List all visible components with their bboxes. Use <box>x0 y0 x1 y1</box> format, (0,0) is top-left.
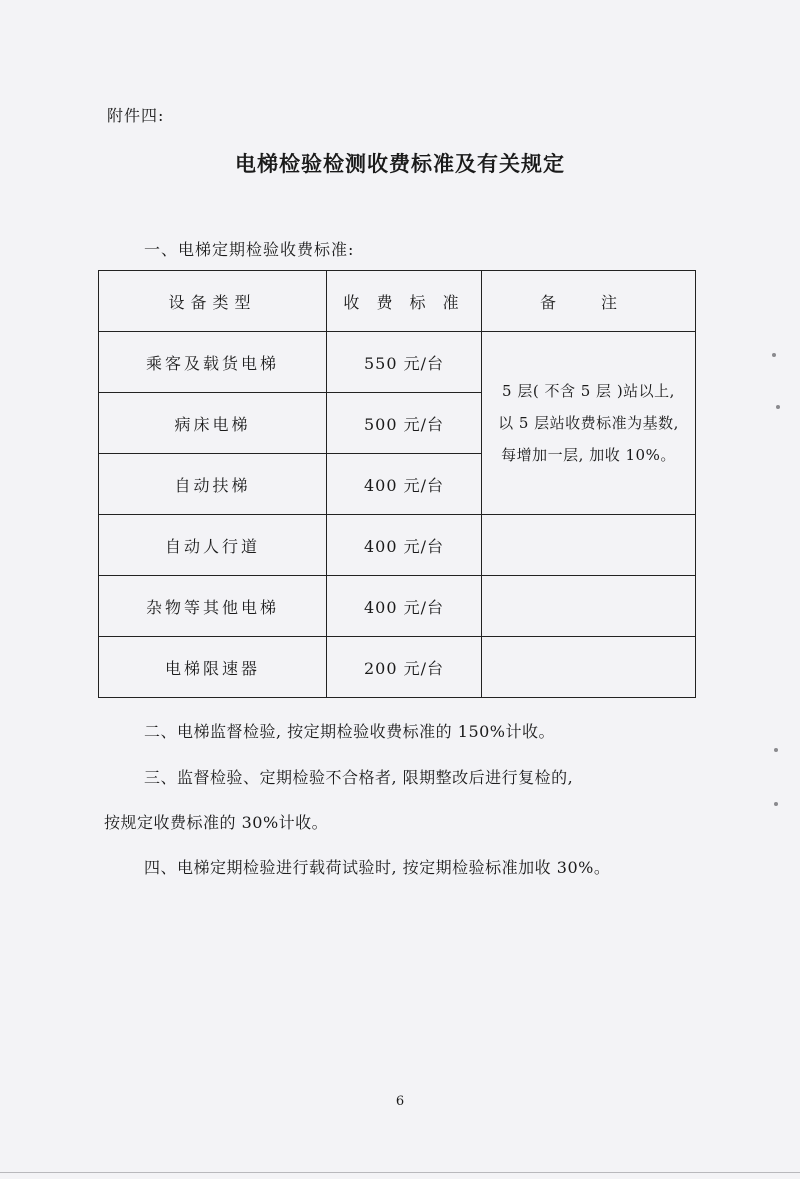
remarks-cell-empty <box>482 637 696 698</box>
equipment-type-cell: 乘客及载货电梯 <box>99 332 327 393</box>
fee-cell: 400 元/台 <box>327 576 482 637</box>
paragraph-reinspection-line2: 按规定收费标准的 30%计收。 <box>104 813 329 832</box>
remarks-cell <box>482 332 696 515</box>
paragraph-text: 二、电梯监督检验, 按定期检验收费标准的 150%计收。 <box>144 722 556 741</box>
paragraph-text: 四、电梯定期检验进行载荷试验时, 按定期检验标准加收 30%。 <box>144 858 611 877</box>
fee-cell: 550 元/台 <box>327 332 482 393</box>
scan-speck <box>774 748 778 752</box>
remarks-cell-empty <box>482 576 696 637</box>
remarks-line: 以 5 层站收费标准为基数, <box>498 414 679 432</box>
table-row <box>99 515 696 576</box>
remarks-line: 每增加一层, 加收 10%。 <box>501 446 676 464</box>
fee-cell: 400 元/台 <box>327 454 482 515</box>
remarks-cell-empty <box>482 515 696 576</box>
paragraph-load-test <box>104 858 704 878</box>
header-remarks: 备 注 <box>482 271 696 332</box>
remarks-line: 5 层( 不含 5 层 )站以上, <box>502 382 675 400</box>
header-equipment-type: 设备类型 <box>99 271 327 332</box>
table-row <box>99 637 696 698</box>
fee-cell: 200 元/台 <box>327 637 482 698</box>
paragraph-text: 三、监督检验、定期检验不合格者, 限期整改后进行复检的, <box>144 768 574 787</box>
paragraph-supervision-inspection <box>104 722 704 742</box>
scan-speck <box>772 353 776 357</box>
page-bottom-edge <box>0 1172 800 1173</box>
table-row <box>99 332 696 393</box>
table-row <box>99 576 696 637</box>
scan-speck <box>776 405 780 409</box>
table-header-row <box>99 271 696 332</box>
header-fee-standard: 收 费 标 准 <box>327 271 482 332</box>
document-title: 电梯检验检测收费标准及有关规定 <box>235 152 565 176</box>
section-heading-1: 一、电梯定期检验收费标准: <box>144 240 355 259</box>
paragraph-reinspection-line1 <box>104 768 704 788</box>
fee-cell: 400 元/台 <box>327 515 482 576</box>
equipment-type-cell: 自动人行道 <box>99 515 327 576</box>
page-number: 6 <box>395 1094 405 1109</box>
fee-standard-table <box>98 270 696 698</box>
equipment-type-cell: 电梯限速器 <box>99 637 327 698</box>
attachment-label: 附件四: <box>107 106 165 125</box>
fee-cell: 500 元/台 <box>327 393 482 454</box>
equipment-type-cell: 杂物等其他电梯 <box>99 576 327 637</box>
scan-speck <box>774 802 778 806</box>
equipment-type-cell: 自动扶梯 <box>99 454 327 515</box>
equipment-type-cell: 病床电梯 <box>99 393 327 454</box>
